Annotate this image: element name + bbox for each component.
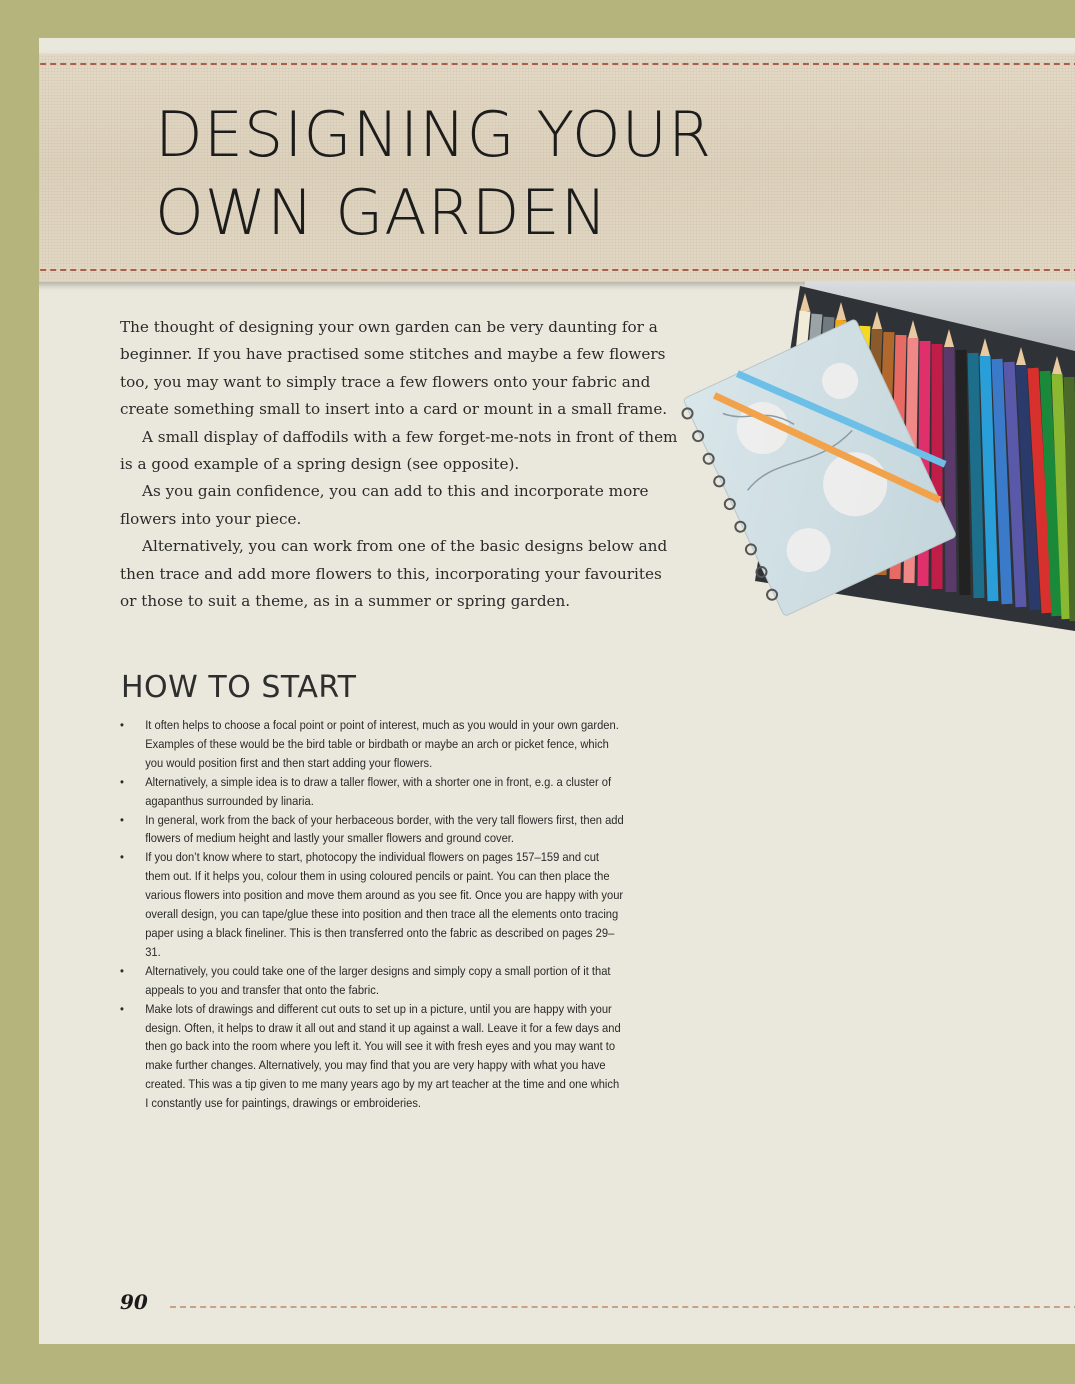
title-line-1: DESIGNING YOUR — [155, 98, 713, 171]
list-item-text: In general, work from the back of your herbaceous border, with the very tall flowers first, then add flowers of medium height and lastly your smaller flowers and ground cover. — [145, 812, 624, 846]
page-title — [155, 96, 855, 252]
list-item-text: Make lots of drawings and different cut outs to set up in a picture, until you are happy with your design. Often, it helps to draw it all out and stand it up against a wall. Leave it for a few days and then go back into the room where you left it. You will see it with fresh eyes and you may want to make further changes. Alternatively, you may find that you are very happy with what you have created. This was a tip given to me many years ago by my art teacher at the time and one which I constantly use for paintings, drawings or embroideries. — [145, 1001, 621, 1111]
intro-text — [120, 314, 680, 615]
list-item-text: It often helps to choose a focal point or point of interest, much as you would in your own garden. Examples of these would be the bird table or birdbath or maybe an arch or picket fence, which you would position first and then start adding your flowers. — [145, 718, 619, 770]
bullet: • — [120, 774, 124, 789]
list-item-text: Alternatively, you could take one of the larger designs and simply copy a small portion of it that appeals to you and transfer that onto the fabric. — [145, 963, 611, 997]
footer-stitch-line — [170, 1306, 1075, 1308]
bullet: • — [120, 1001, 124, 1016]
bullet: • — [120, 812, 124, 827]
list-item — [120, 1000, 624, 1113]
list-item — [120, 811, 624, 849]
bullet: • — [120, 850, 124, 865]
list-item-text: Alternatively, a simple idea is to draw a taller flower, with a shorter one in front, e.g. a cluster of agapanthus surrounded by linaria. — [145, 774, 612, 808]
page-number: 90 — [120, 1290, 148, 1314]
book-page — [39, 38, 1075, 1344]
intro-paragraph: Alternatively, you can work from one of the basic designs below and then trace and add more flowers to this, incorporating your favourites or those to suit a theme, as in a summer or spring garden. — [120, 537, 668, 611]
bullet: • — [120, 718, 124, 732]
intro-paragraph: The thought of designing your own garden can be very daunting for a beginner. If you have practised some stitches and maybe a few flowers too, you may want to simply trace a few flowers onto your fabric and create something small to insert into a card or mount in a small frame. — [120, 318, 668, 419]
bullet: • — [120, 963, 124, 978]
title-line-2: OWN GARDEN — [155, 176, 609, 249]
intro-paragraph: A small display of daffodils with a few forget-me-nots in front of them is a good example of a spring design (see opposite). — [120, 427, 678, 474]
list-item — [120, 773, 624, 811]
list-item-text: If you don’t know where to start, photocopy the individual flowers on pages 157–159 and cut them out. If it helps you, colour them in using coloured pencils or paint. You can then place the various flowers into position and move them around as you see fit. Once you are happy with your overall design, you can tape/glue these into position and then trace all the elements onto tracing paper using a black fineliner. This is then transferred onto the fabric as described on pages 29–31. — [145, 850, 624, 959]
banner-stitch-bottom — [39, 269, 1075, 271]
title-banner — [39, 54, 1075, 282]
list-item — [120, 848, 624, 961]
banner-stitch-top — [39, 63, 1075, 65]
how-to-start-heading: HOW TO START — [121, 670, 357, 705]
intro-paragraph: As you gain confidence, you can add to this and incorporate more flowers into your piece. — [120, 482, 649, 528]
pencils-notebook-photo — [655, 281, 1075, 681]
list-item — [120, 716, 624, 773]
list-item — [120, 962, 624, 1000]
tips-list — [120, 716, 624, 1113]
page-footer — [120, 1288, 1075, 1318]
